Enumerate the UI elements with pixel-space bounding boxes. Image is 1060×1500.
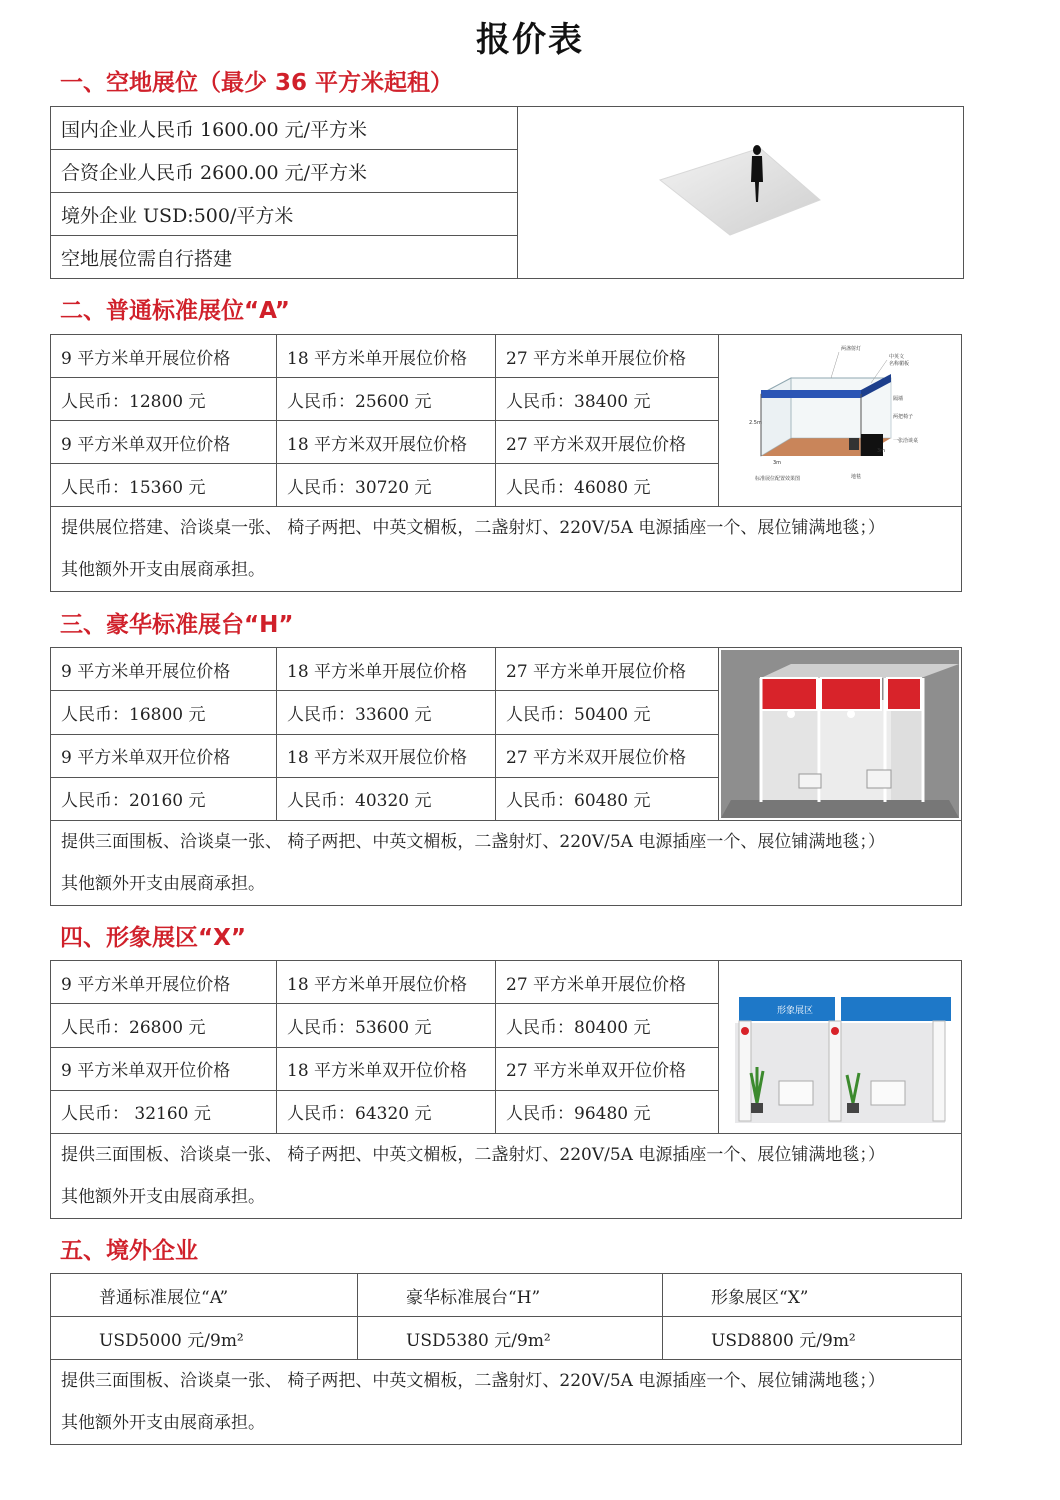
header-18sqm-double: 18 平方米双开展位价格 — [277, 734, 496, 777]
note-line-2: 其他额外开支由展商承担。 — [61, 1413, 265, 1433]
header-18sqm-single: 18 平方米单开展位价格 — [277, 961, 496, 1004]
included-items-note — [51, 507, 962, 592]
standard-booth-diagram — [721, 338, 957, 504]
header-18sqm-double: 18 平方米双开展位价格 — [277, 421, 496, 464]
overseas-header-standard: 普通标准展位“A” — [51, 1274, 358, 1317]
header-27sqm-single: 27 平方米单开展位价格 — [496, 648, 719, 691]
overseas-header-deluxe: 豪华标准展台“H” — [358, 1274, 663, 1317]
standard-a-table — [50, 334, 962, 592]
self-build-note: 空地展位需自行搭建 — [51, 236, 518, 279]
section-title-empty-space: 一、空地展位（最少 36 平方米起租） — [60, 70, 454, 96]
included-items-note — [51, 1360, 962, 1445]
price-9sqm-double: 人民币：15360 元 — [51, 464, 277, 507]
section-title-deluxe-h: 三、豪华标准展台“H” — [60, 612, 294, 638]
diagram-label-bilingual: 中英文 — [889, 353, 905, 360]
diagram-caption: 标准展位配置效果图 — [755, 475, 801, 482]
price-9sqm-single: 人民币：12800 元 — [51, 378, 277, 421]
section-title-image-x: 四、形象展区“X” — [60, 925, 246, 951]
diagram-label-height: 2.5m — [749, 419, 762, 426]
overseas-header-image: 形象展区“X” — [663, 1274, 962, 1317]
standard-a-image-cell — [719, 335, 962, 507]
deluxe-h-table — [50, 647, 962, 906]
note-line-2: 其他额外开支由展商承担。 — [61, 874, 265, 894]
note-line-2: 其他额外开支由展商承担。 — [61, 1187, 265, 1207]
diagram-label-partition: 隔墙 — [893, 395, 904, 402]
price-row-domestic: 国内企业人民币 1600.00 元/平方米 — [51, 107, 518, 150]
price-27sqm-double: 人民币：60480 元 — [496, 777, 719, 820]
overseas-price-deluxe: USD5380 元/9m² — [358, 1317, 663, 1360]
price-row-joint-venture: 合资企业人民币 2600.00 元/平方米 — [51, 150, 518, 193]
diagram-label-table: 一张洽谈桌 — [893, 437, 919, 444]
empty-space-table — [50, 106, 964, 279]
header-27sqm-double: 27 平方米双开展位价格 — [496, 421, 719, 464]
header-9sqm-single: 9 平方米单开展位价格 — [51, 648, 277, 691]
section-title-overseas: 五、境外企业 — [60, 1238, 198, 1264]
included-items-note — [51, 821, 962, 906]
price-9sqm-double: 人民币： 32160 元 — [51, 1090, 277, 1133]
price-row-overseas: 境外企业 USD:500/平方米 — [51, 193, 518, 236]
price-27sqm-single: 人民币：80400 元 — [496, 1004, 719, 1047]
header-27sqm-double: 27 平方米单双开位价格 — [496, 1047, 719, 1090]
price-18sqm-double: 人民币：40320 元 — [277, 777, 496, 820]
price-18sqm-single: 人民币：25600 元 — [277, 378, 496, 421]
note-line-2: 其他额外开支由展商承担。 — [61, 560, 265, 580]
section-title-standard-a: 二、普通标准展位“A” — [60, 298, 290, 324]
header-18sqm-single: 18 平方米单开展位价格 — [277, 648, 496, 691]
diagram-label-width: 3m — [773, 459, 782, 466]
header-9sqm-double: 9 平方米单双开位价格 — [51, 1047, 277, 1090]
note-line-1: 提供展位搭建、洽谈桌一张、 椅子两把、中英文楣板，二盏射灯、220V/5A 电源插座一个、展位铺满地毯；） — [61, 518, 885, 538]
price-9sqm-single: 人民币：26800 元 — [51, 1004, 277, 1047]
empty-floor-image — [520, 110, 960, 275]
header-18sqm-single: 18 平方米单开展位价格 — [277, 335, 496, 378]
diagram-label-depth: 3m — [877, 447, 886, 454]
diagram-label-spotlights: 两盏射灯 — [841, 345, 862, 352]
header-9sqm-double: 9 平方米单双开位价格 — [51, 734, 277, 777]
note-line-1: 提供三面围板、洽谈桌一张、 椅子两把、中英文楣板，二盏射灯、220V/5A 电源插座一个、展位铺满地毯；） — [61, 832, 885, 852]
header-27sqm-single: 27 平方米单开展位价格 — [496, 961, 719, 1004]
diagram-label-chairs: 两把椅子 — [893, 413, 914, 420]
price-27sqm-double: 人民币：46080 元 — [496, 464, 719, 507]
header-9sqm-double: 9 平方米单双开位价格 — [51, 421, 277, 464]
empty-space-image-cell — [518, 107, 964, 279]
deluxe-h-image-cell — [719, 648, 962, 821]
image-x-image-cell — [719, 961, 962, 1134]
price-27sqm-single: 人民币：50400 元 — [496, 691, 719, 734]
price-9sqm-single: 人民币：16800 元 — [51, 691, 277, 734]
page-title: 报价表 — [476, 20, 584, 60]
overseas-table — [50, 1273, 962, 1445]
image-x-table — [50, 960, 962, 1219]
overseas-price-image: USD8800 元/9m² — [663, 1317, 962, 1360]
header-18sqm-double: 18 平方米单双开位价格 — [277, 1047, 496, 1090]
price-27sqm-single: 人民币：38400 元 — [496, 378, 719, 421]
header-9sqm-single: 9 平方米单开展位价格 — [51, 335, 277, 378]
header-9sqm-single: 9 平方米单开展位价格 — [51, 961, 277, 1004]
diagram-label-fascia: 名称楣板 — [889, 360, 910, 367]
note-line-1: 提供三面围板、洽谈桌一张、 椅子两把、中英文楣板，二盏射灯、220V/5A 电源插座一个、展位铺满地毯；） — [61, 1145, 885, 1165]
price-18sqm-double: 人民币：64320 元 — [277, 1090, 496, 1133]
deluxe-booth-image — [721, 650, 959, 818]
price-18sqm-single: 人民币：53600 元 — [277, 1004, 496, 1047]
price-27sqm-double: 人民币：96480 元 — [496, 1090, 719, 1133]
booth-sign-text: 形象展区 — [777, 1006, 814, 1016]
note-line-1: 提供三面围板、洽谈桌一张、 椅子两把、中英文楣板，二盏射灯、220V/5A 电源插座一个、展位铺满地毯；） — [61, 1371, 885, 1391]
header-27sqm-double: 27 平方米双开展位价格 — [496, 734, 719, 777]
included-items-note — [51, 1134, 962, 1219]
price-18sqm-double: 人民币：30720 元 — [277, 464, 496, 507]
header-27sqm-single: 27 平方米单开展位价格 — [496, 335, 719, 378]
diagram-label-carpet: 地毯 — [851, 473, 862, 480]
price-18sqm-single: 人民币：33600 元 — [277, 691, 496, 734]
overseas-price-standard: USD5000 元/9m² — [51, 1317, 358, 1360]
image-zone-booth-image — [721, 963, 959, 1131]
price-9sqm-double: 人民币：20160 元 — [51, 777, 277, 820]
